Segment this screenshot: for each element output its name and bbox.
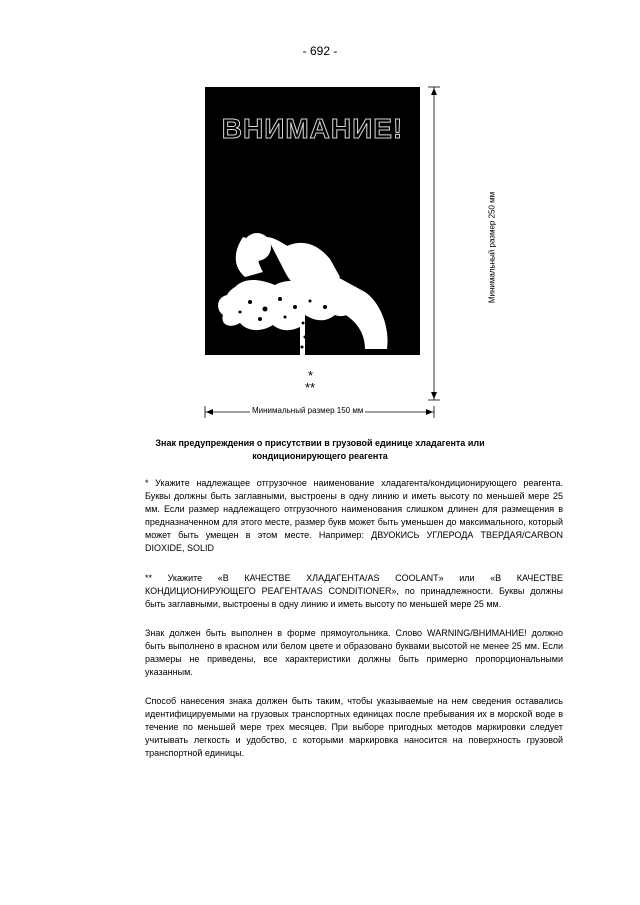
sign-title: ВНИМАНИЕ! xyxy=(221,113,404,144)
paragraph-sign-form: Знак должен быть выполнен в форме прямоугольника. Слово WARNING/ВНИМАНИЕ! должно быть выполнено в красном или белом цвете и образовано буквами высотой не менее 25 мм. Если размеры не приведены, все характеристики должны быть примерно пропорциональными указанным. xyxy=(145,628,563,677)
marker-double: ** xyxy=(305,380,316,395)
caption-line-2: кондиционирующего реагента xyxy=(252,451,388,461)
horizontal-dimension-label: Минимальный размер 150 мм xyxy=(252,406,364,415)
vertical-dimension-label: Минимальный размер 250 мм xyxy=(487,191,497,304)
figure-caption xyxy=(150,437,490,463)
page-number: - 692 - xyxy=(302,44,338,58)
paragraph-note-double: ** Укажите «В КАЧЕСТВЕ ХЛАДАГЕНТА/AS COOLANT» или «В КАЧЕСТВЕ КОНДИЦИОНИРУЮЩЕГО РЕАГЕНТА/AS CONDITIONER», по принадлежности. Буквы должны быть заглавными, выстроены в одну линию и иметь высоту по меньшей мере 25 мм. xyxy=(145,573,563,609)
warning-sign xyxy=(205,87,420,355)
paragraph-note-single: * Укажите надлежащее отгрузочное наименование хладагента/кондиционирующего реагента. Буквы должны быть заглавными, выстроены в одну линию и иметь высоту по меньшей мере 25 мм. Если размер надлежащего отгрузочного наименования слишком длинен для размещения в предназначенном для этого месте, размер букв может быть уменьшен до максимального, который может быть умещен в этом месте. Например: ДВУОКИСЬ УГЛЕРОДА ТВЕРДАЯ/CARBON DIOXIDE, SOLID xyxy=(145,478,563,553)
marker-single: * xyxy=(308,368,314,383)
paragraph-durability: Способ нанесения знака должен быть таким, чтобы указываемые на нем сведения оставались идентифицируемыми на грузовых транспортных единицах после пребывания их в морской воде в течение по меньшей мере трех месяцев. При выборе пригодных методов маркировки следует учитывать легкость и удобство, с которыми маркировка наносится на поверхность грузовой транспортной единицы. xyxy=(145,696,563,758)
caption-line-1: Знак предупреждения о присутствии в грузовой единице хладагента или xyxy=(155,438,485,448)
